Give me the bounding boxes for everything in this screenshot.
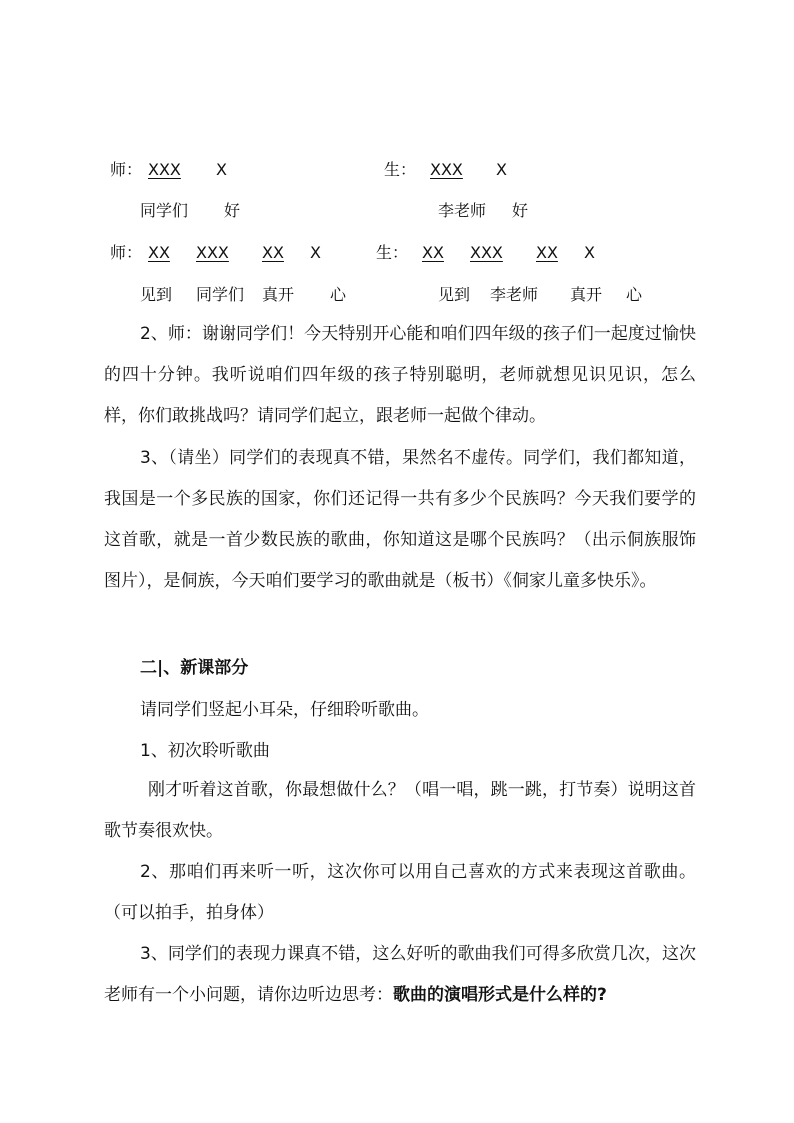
rhythm-note: XX xyxy=(536,243,558,262)
lyric: 同学们 xyxy=(140,201,189,220)
student-label: 生： xyxy=(384,160,417,179)
rhythm-note: XX xyxy=(262,243,284,262)
lyric: 真开 xyxy=(570,285,603,304)
rhythm-note: X xyxy=(310,243,321,262)
rhythm-note: XXX xyxy=(430,160,463,179)
rhythm-note: XX xyxy=(422,243,444,262)
lyric: 同学们 xyxy=(196,285,245,304)
section-heading: 二|、新课部分 xyxy=(140,658,249,678)
step-3-text: 3、同学们的表现力课真不错，这么好听的歌曲我们可得多欣赏几次，这次老师有一个小问题，请你边听边思考： xyxy=(104,944,696,1005)
lyric: 李老师 xyxy=(438,201,487,220)
step-3-paragraph xyxy=(104,934,696,1016)
rhythm-note: X xyxy=(496,160,507,179)
teacher-label: 师： xyxy=(110,160,143,179)
intro-line: 请同学们竖起小耳朵，仔细聆听歌曲。 xyxy=(140,700,429,720)
paragraph-step-2: 2、师：谢谢同学们！今天特别开心能和咱们四年级的孩子们一起度过愉快的四十分钟。我听说咱们四年级的孩子特别聪明，老师就想见识见识，怎么样，你们敢挑战吗？请同学们起立，跟老师一起做个律动。 xyxy=(104,324,696,426)
lyric: 见到 xyxy=(438,285,471,304)
teacher-label: 师： xyxy=(110,243,143,262)
lyric: 真开 xyxy=(262,285,295,304)
rhythm-note: X xyxy=(584,243,595,262)
lyric: 心 xyxy=(330,285,347,304)
lyric: 好 xyxy=(512,201,529,220)
rhythm-note: X xyxy=(216,160,227,179)
step-1-heading: 1、初次聆听歌曲 xyxy=(140,741,270,761)
lyric: 李老师 xyxy=(490,285,539,304)
step-3-question: 歌曲的演唱形式是什么样的? xyxy=(393,985,607,1005)
lyric: 好 xyxy=(224,201,241,220)
student-label: 生： xyxy=(376,243,409,262)
question-paragraph: 刚才听着这首歌，你最想做什么？（唱一唱，跳一跳，打节奏）说明这首歌节奏很欢快。 xyxy=(104,780,696,841)
lyric: 心 xyxy=(626,285,643,304)
step-2-paragraph: 2、那咱们再来听一听，这次你可以用自己喜欢的方式来表现这首歌曲。（可以拍手，拍身体） xyxy=(104,862,696,923)
rhythm-note: XXX xyxy=(470,243,503,262)
rhythm-note: XXX xyxy=(196,243,229,262)
rhythm-note: XXX xyxy=(148,160,181,179)
lyric: 见到 xyxy=(140,285,173,304)
paragraph-step-3: 3、（请坐）同学们的表现真不错，果然名不虚传。同学们，我们都知道，我国是一个多民族的国家，你们还记得一共有多少个民族吗？今天我们要学的这首歌，就是一首少数民族的歌曲，你知道这是哪个民族吗？（出示侗族服饰图片），是侗族，今天咱们要学习的歌曲就是（板书）《侗家儿童多快乐》。 xyxy=(104,448,696,591)
rhythm-note: XX xyxy=(148,243,170,262)
